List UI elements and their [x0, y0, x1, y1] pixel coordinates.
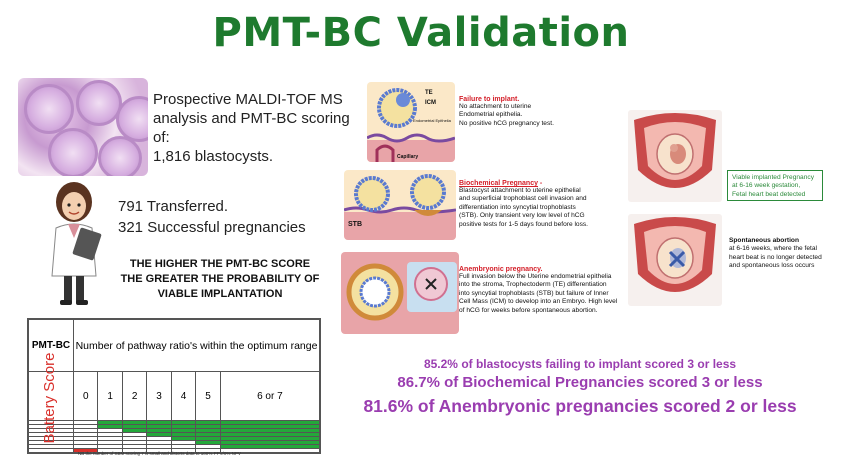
- page-title: PMT-BC Validation: [212, 10, 630, 56]
- pregnancies-count: 321 Successful pregnancies: [118, 219, 306, 236]
- spontaneous-title: Spontaneous abortion: [729, 237, 799, 244]
- battery-score-text: Battery Score: [41, 352, 58, 444]
- failure-line: Endometrial epithelia.: [459, 111, 523, 119]
- col-header: 6 or 7: [220, 372, 319, 420]
- table-header: Number of pathway ratio's within the optimum range: [74, 320, 320, 372]
- anembryonic-diagram: [341, 252, 459, 334]
- biochemical-line: differentiation into syncytial trophoblasts: [459, 203, 576, 211]
- anembryonic-title: Anembryonic pregnancy.: [459, 266, 543, 273]
- biochemical-panel: [459, 180, 624, 229]
- row-label-cell: [29, 448, 74, 452]
- failure-implant-diagram: [367, 82, 455, 162]
- score-table: [27, 318, 321, 454]
- viable-line: at 6-16 week gestation,: [732, 182, 801, 190]
- spontaneous-line: and spontaneous loss occurs: [729, 262, 815, 270]
- result-biochemical: 86.7% of Biochemical Pregnancies scored 3 or less: [397, 374, 763, 391]
- anembryonic-line: into syncytial trophoblasts (STB) but failure of Inner: [459, 289, 609, 297]
- failure-implant-panel: [459, 96, 589, 128]
- table-note: NB the number of SBM scoring 7 is small and distorts data to 100% PPV/0% NPV: [78, 451, 241, 456]
- viable-pregnancy-box: [727, 170, 823, 201]
- viable-uterus-image: [628, 110, 722, 202]
- table-corner: PMT-BC: [29, 320, 74, 372]
- icm-label: ICM: [425, 100, 436, 106]
- intro-line-1: Prospective MALDI-TOF MS: [153, 91, 343, 108]
- conclusion-line-2: THE GREATER THE PROBABILITY OF: [120, 273, 320, 285]
- biochemical-title-suffix: -: [537, 180, 543, 187]
- table-body: [29, 420, 320, 452]
- biochemical-title: Biochemical Pregnancy: [459, 180, 538, 187]
- anembryonic-line: of hCG for weeks before spontaneous abortion.: [459, 306, 598, 314]
- anembryonic-line: into the stroma, Trophectoderm (TE) differentiation: [459, 281, 607, 289]
- anembryonic-line: Full invasion below the Uterine endometrial epithelia: [459, 273, 612, 280]
- transferred-count: 791 Transferred.: [118, 198, 229, 215]
- biochemical-line: (STB). Only transient very low level of hCG: [459, 212, 585, 220]
- anembryonic-line: Cell Mass (ICM) to develop into an Embryo. High level: [459, 298, 618, 306]
- endometrial-label: Endometrial Epithelia: [413, 118, 451, 123]
- te-label: TE: [425, 90, 433, 96]
- biochemical-line: and superficial trophoblast cell invasion and: [459, 195, 587, 203]
- stb-label: STB: [348, 221, 362, 228]
- col-header: 1: [98, 372, 122, 420]
- battery-score-label: [32, 350, 64, 446]
- col-header: 5: [196, 372, 220, 420]
- failure-title: Failure to implant.: [459, 96, 520, 103]
- blastocyst-photo: [18, 78, 148, 176]
- failure-line: No positive hCG pregnancy test.: [459, 119, 554, 127]
- spontaneous-line: heart beat is no longer detected: [729, 253, 822, 261]
- intro-line-4: 1,816 blastocysts.: [153, 148, 274, 165]
- conclusion-headline: [110, 257, 330, 302]
- viable-line: Viable implanted Pregnancy: [732, 174, 814, 181]
- conclusion-line-1: THE HIGHER THE PMT-BC SCORE: [129, 258, 311, 270]
- intro-line-3: of:: [153, 129, 170, 146]
- intro-line-2: analysis and PMT-BC scoring: [153, 110, 350, 127]
- spontaneous-abortion-text: [729, 237, 829, 271]
- intro-text: [153, 90, 363, 166]
- conclusion-line-3: VIABLE IMPLANTATION: [157, 288, 283, 300]
- biochemical-line: Blastocyst attachment to uterine epithelial: [459, 187, 581, 194]
- failure-line: No attachment to uterine: [459, 103, 532, 110]
- capillary-label: Capillary: [397, 154, 419, 160]
- col-header: 2: [122, 372, 146, 420]
- viable-line: Fetal heart beat detected: [732, 190, 806, 198]
- result-anembryonic: 81.6% of Anembryonic pregnancies scored 2 or less: [363, 396, 797, 416]
- col-header: 4: [171, 372, 195, 420]
- spontaneous-line: at 6-16 weeks, where the fetal: [729, 245, 817, 253]
- anembryonic-panel: [459, 266, 634, 315]
- biochemical-diagram: [344, 170, 456, 240]
- abortion-uterus-image: [628, 214, 722, 306]
- col-header: 3: [147, 372, 171, 420]
- stats: [118, 196, 306, 238]
- biochemical-line: positive tests for 1-5 days found before loss.: [459, 220, 589, 228]
- scientist-illustration: [34, 180, 114, 310]
- result-failure: 85.2% of blastocysts failing to implant scored 3 or less: [423, 357, 737, 371]
- col-header: 0: [74, 372, 98, 420]
